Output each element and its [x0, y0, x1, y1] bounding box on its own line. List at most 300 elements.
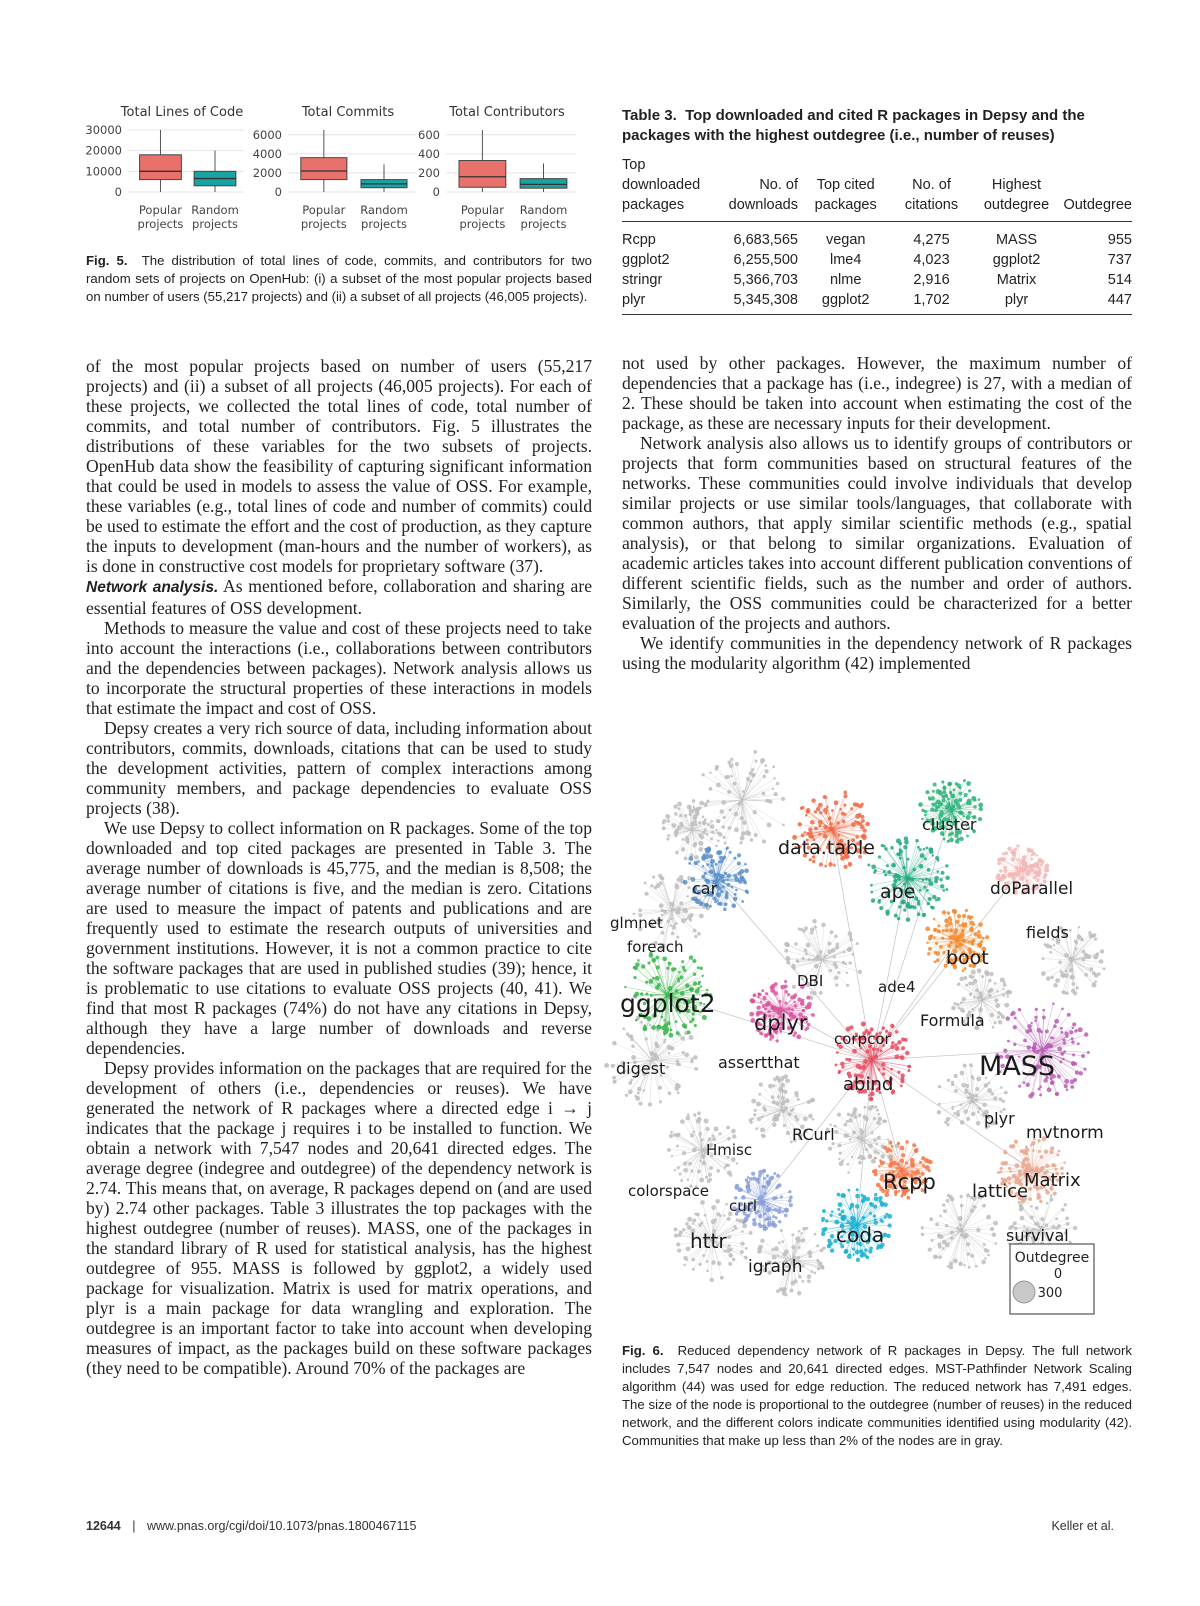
node: [968, 1266, 971, 1269]
node: [1039, 1086, 1042, 1089]
node: [994, 1242, 997, 1245]
node: [910, 1161, 915, 1166]
node: [865, 822, 870, 827]
node: [871, 1159, 876, 1164]
node: [685, 1222, 689, 1226]
node: [700, 985, 702, 987]
node: [981, 975, 984, 978]
node: [714, 1126, 719, 1131]
node: [1044, 943, 1047, 946]
node: [924, 1166, 926, 1168]
node: [742, 1223, 747, 1228]
node: [992, 1026, 995, 1029]
node: [625, 1094, 628, 1097]
edge: [742, 760, 763, 800]
node: [942, 910, 946, 914]
node: [836, 942, 840, 946]
node: [942, 834, 945, 837]
node: [935, 856, 939, 860]
node: [1046, 976, 1050, 980]
node: [760, 1127, 765, 1132]
node: [947, 840, 950, 843]
y-tick-label: 400: [418, 146, 440, 161]
node: [849, 938, 853, 942]
node: [1007, 995, 1009, 997]
node: [1025, 1029, 1029, 1033]
table-row: [622, 250, 1132, 270]
node: [863, 1115, 867, 1119]
node: [789, 1289, 793, 1293]
node: [740, 836, 745, 841]
node: [1035, 1008, 1038, 1011]
node: [848, 862, 853, 867]
node: [852, 1130, 856, 1134]
node: [951, 1006, 956, 1011]
node: [761, 1134, 765, 1138]
node: [712, 1134, 715, 1137]
node: [702, 816, 705, 819]
node: [1064, 1203, 1067, 1206]
node: [1007, 847, 1011, 851]
paragraph: Depsy provides information on the packages that are required for the development of others (i.e., dependencies or reuses). We have generated the network of R packages where a directed edge i → j indicates that the package j requires i to be installed to function. We obtain a network with 7,547 nodes and 20,641 directed edges. The average degree (indegree and outdegree) of the dependency network is 2.74. This means that, on average, R packages depend on (and are used by) 2.74 other packages. Table 3 illustrates the top packages with the highest outdegree (number of reuses). MASS, one of the packages in the standard library of R used for statistical analysis, has the highest outdegree of 955. MASS is followed by ggplot2, a widely used package for visualization. Matrix is used for matrix operations, and plyr is a main package for data wrangling and exploration. The outdegree is an important factor to take into account when developing measures of impact, as the packages build on these software packages (they need to be compatible). Around 70% of the packages are: [86, 1058, 592, 1378]
node: [1093, 954, 1098, 959]
node: [848, 1058, 852, 1062]
node: [890, 846, 894, 850]
node: [693, 929, 697, 933]
node: [689, 1035, 694, 1040]
node: [946, 1199, 950, 1203]
node: [994, 982, 997, 985]
node: [924, 857, 927, 860]
node: [939, 1215, 942, 1218]
node: [947, 1079, 950, 1082]
node: [667, 920, 670, 923]
node: [775, 1039, 778, 1042]
node: [800, 928, 803, 931]
node: [895, 1054, 900, 1059]
node: [702, 820, 707, 825]
node: [733, 857, 736, 860]
node: [740, 1242, 744, 1246]
node: [1002, 988, 1004, 990]
table3-header: Top cited packages: [798, 155, 893, 222]
node: [628, 1089, 633, 1094]
node: [773, 1084, 776, 1087]
node: [834, 934, 838, 938]
node: [807, 1100, 811, 1104]
node: [1075, 947, 1078, 950]
node: [810, 991, 813, 994]
node: [929, 881, 934, 886]
node: [971, 796, 976, 801]
node: [997, 1011, 1000, 1014]
node: [821, 923, 826, 928]
node: [1031, 854, 1033, 856]
gray-community: [662, 799, 723, 860]
node: [694, 861, 698, 865]
node: [1060, 1052, 1064, 1056]
node: [741, 900, 744, 903]
node: [679, 975, 683, 979]
node: [674, 804, 678, 808]
node: [806, 810, 810, 814]
table-cell: plyr: [622, 290, 712, 315]
node: [966, 1117, 970, 1121]
node: [816, 1259, 819, 1262]
node: [897, 853, 901, 857]
node: [727, 1171, 732, 1176]
node: [959, 924, 962, 927]
node: [987, 1082, 990, 1085]
node: [858, 970, 862, 974]
node: [971, 970, 976, 975]
node: [1064, 1079, 1069, 1084]
node: [679, 1172, 682, 1175]
node: [767, 1002, 770, 1005]
node: [761, 989, 764, 992]
node: [915, 839, 918, 842]
node: [1066, 1088, 1069, 1091]
node: [716, 819, 720, 823]
node: [1073, 1226, 1077, 1230]
node: [984, 1248, 988, 1252]
node: [873, 871, 876, 874]
node: [833, 962, 837, 966]
node: [672, 926, 676, 930]
node: [921, 809, 924, 812]
node: [684, 1025, 687, 1028]
node: [1081, 1054, 1085, 1058]
node: [957, 914, 961, 918]
node: [976, 1228, 980, 1232]
node: [729, 809, 732, 812]
node: [1036, 854, 1038, 856]
node: [930, 807, 934, 811]
node: [635, 962, 640, 967]
node: [721, 874, 724, 877]
node: [845, 1058, 848, 1061]
node: [878, 1113, 881, 1116]
node: [907, 1069, 910, 1072]
node: [728, 1262, 732, 1266]
node: [1084, 1032, 1088, 1036]
node: [797, 1291, 801, 1295]
node: [725, 1203, 728, 1206]
node: [808, 827, 812, 831]
node: [780, 985, 785, 990]
edge: [1045, 945, 1072, 960]
node: [928, 1247, 932, 1251]
node: [781, 1078, 783, 1080]
node: [985, 971, 990, 976]
node: [870, 884, 873, 887]
node: [710, 820, 712, 822]
node: [1013, 1025, 1017, 1029]
node: [919, 889, 922, 892]
node: [1046, 1202, 1049, 1205]
node: [725, 847, 728, 850]
node: [1099, 959, 1104, 964]
node: [873, 1138, 877, 1142]
node: [963, 976, 967, 980]
node: [969, 993, 972, 996]
edge: [964, 999, 982, 1000]
node: [903, 845, 907, 849]
node: [833, 864, 836, 867]
node: [828, 862, 833, 867]
node: [1094, 980, 1097, 983]
table-cell: ggplot2: [798, 290, 893, 315]
node: [801, 1002, 803, 1004]
node: [658, 874, 662, 878]
node: [1049, 951, 1052, 954]
node: [836, 1051, 839, 1054]
node: [694, 1024, 697, 1027]
node: [965, 925, 967, 927]
node: [752, 1222, 757, 1227]
node: [683, 1161, 687, 1165]
table-row: [622, 222, 1132, 251]
node: [622, 1027, 625, 1030]
node: [977, 1111, 980, 1114]
node: [971, 1112, 975, 1116]
node: [945, 876, 949, 880]
node: [785, 990, 788, 993]
node: [891, 1161, 895, 1165]
node: [659, 1100, 662, 1103]
table-cell: 1,702: [893, 290, 969, 315]
node: [729, 851, 732, 854]
node: [756, 1006, 760, 1010]
node: [810, 931, 813, 934]
node: [735, 877, 740, 882]
node: [1083, 1068, 1086, 1071]
node: [847, 1163, 850, 1166]
node: [754, 833, 758, 837]
node: [644, 1025, 646, 1027]
node: [758, 992, 762, 996]
node: [704, 903, 708, 907]
x-category-label: Random: [360, 203, 408, 217]
node: [737, 853, 741, 857]
table-cell: Matrix: [996, 272, 1037, 288]
node: [711, 1205, 716, 1210]
node: [884, 873, 887, 876]
edge: [962, 1199, 974, 1230]
node: [754, 1109, 757, 1112]
node: [870, 891, 873, 894]
node: [942, 889, 945, 892]
node: [681, 960, 684, 963]
node: [954, 1089, 958, 1093]
node: [706, 1270, 709, 1273]
node: [706, 800, 709, 803]
node: [1023, 855, 1026, 858]
node: [948, 782, 953, 787]
node: [1007, 1040, 1010, 1043]
node: [961, 997, 966, 1002]
node: [949, 1265, 953, 1269]
node: [962, 914, 966, 918]
x-category-label: projects: [520, 217, 567, 231]
node: [778, 1087, 783, 1092]
node: [995, 1003, 1000, 1008]
node: [675, 851, 679, 855]
node: [742, 790, 745, 793]
x-category-label: Popular: [138, 203, 183, 217]
node: [954, 834, 958, 838]
node: [757, 996, 759, 998]
node: [820, 1248, 824, 1252]
node: [828, 816, 832, 820]
node: [1058, 960, 1062, 964]
node: [1004, 1151, 1007, 1154]
node: [757, 1247, 761, 1251]
node: [649, 1024, 652, 1027]
node: [830, 822, 833, 825]
node: [921, 1233, 924, 1236]
node: [861, 1022, 866, 1027]
node: [801, 957, 804, 960]
node: [843, 804, 846, 807]
node: [750, 1121, 753, 1124]
x-category-label: projects: [192, 217, 238, 231]
node: [1002, 1100, 1005, 1103]
node: [661, 1026, 666, 1031]
edge: [862, 1119, 875, 1140]
node: [933, 918, 936, 921]
node: [955, 782, 958, 785]
node: [968, 789, 971, 792]
node: [1008, 1167, 1011, 1170]
node: [934, 951, 937, 954]
node: [705, 1176, 708, 1179]
node: [701, 773, 704, 776]
node: [696, 808, 699, 811]
node: [874, 1157, 877, 1160]
node: [999, 1097, 1003, 1101]
node: [942, 1203, 945, 1206]
node: [1041, 971, 1046, 976]
node: [1013, 1221, 1017, 1225]
node: [908, 905, 912, 909]
node: [998, 858, 1001, 861]
node: [938, 791, 942, 795]
node: [687, 1113, 690, 1116]
node: [1071, 989, 1075, 993]
node: [764, 769, 768, 773]
node: [813, 1272, 816, 1275]
node: [847, 1171, 850, 1174]
node: [861, 1130, 865, 1134]
node: [750, 998, 754, 1002]
x-category-label: Popular: [302, 203, 346, 217]
node: [694, 855, 699, 860]
node: [676, 1060, 680, 1064]
node: [1030, 1022, 1032, 1024]
node: [1072, 1022, 1076, 1026]
node: [982, 937, 985, 940]
node: [786, 956, 791, 961]
node: [806, 943, 811, 948]
node: [907, 1065, 911, 1069]
node: [779, 1288, 783, 1292]
node: [923, 848, 925, 850]
node: [808, 958, 811, 961]
node: [977, 968, 982, 973]
node: [912, 1143, 916, 1147]
node: [1014, 1017, 1017, 1020]
node: [890, 1024, 894, 1028]
node: [739, 841, 742, 844]
node: [997, 861, 1001, 865]
node: [894, 914, 898, 918]
node: [709, 787, 713, 791]
node: [735, 762, 739, 766]
edge: [907, 861, 938, 878]
node: [864, 1106, 867, 1109]
node: [886, 864, 889, 867]
node: [960, 1071, 965, 1076]
node: [788, 1199, 792, 1203]
node: [687, 1217, 692, 1222]
node: [969, 928, 974, 933]
node: [753, 750, 757, 754]
node: [699, 1159, 701, 1161]
node: [719, 1132, 722, 1135]
node: [926, 942, 928, 944]
node: [814, 827, 818, 831]
node: [969, 974, 973, 978]
node: [963, 1264, 965, 1266]
node: [722, 825, 726, 829]
node: [1052, 1002, 1055, 1005]
node: [900, 1084, 903, 1087]
node: [900, 1194, 903, 1197]
node: [1070, 1085, 1074, 1089]
node: [1042, 1009, 1045, 1012]
x-category-label: projects: [459, 217, 506, 231]
node: [983, 1243, 986, 1246]
node: [853, 1107, 858, 1112]
node: [683, 880, 688, 885]
node: [680, 1119, 685, 1124]
node: [1079, 1071, 1083, 1075]
node: [767, 823, 772, 828]
node: [852, 953, 855, 956]
node: [1062, 991, 1066, 995]
y-tick-label: 30000: [85, 123, 122, 137]
node: [950, 941, 953, 944]
node: [965, 909, 968, 912]
node: [753, 993, 756, 996]
node: [1031, 858, 1034, 861]
node: [1071, 1040, 1074, 1043]
node: [679, 875, 684, 880]
node: [665, 814, 670, 819]
node: [938, 1255, 942, 1259]
node: [900, 1146, 905, 1151]
node: [928, 847, 932, 851]
node: [688, 862, 691, 865]
node: [943, 1209, 947, 1213]
node: [850, 807, 853, 810]
table3-title-text: Top downloaded and cited R packages in Depsy and the packages with the highest outdegree (i.e., number of reuses): [622, 107, 1085, 144]
node: [883, 1119, 886, 1122]
node: [693, 973, 696, 976]
node: [984, 1257, 987, 1260]
node: [897, 917, 901, 921]
